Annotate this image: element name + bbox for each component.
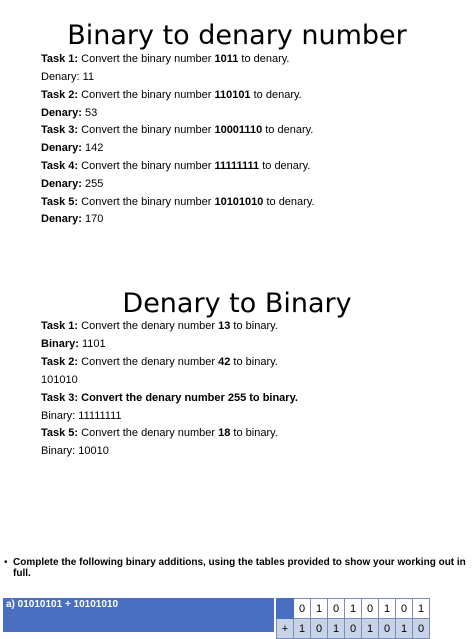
table-cell: 0	[362, 599, 379, 619]
d2b-task-3: Task 3: Convert the denary number 255 to binary.	[41, 392, 298, 404]
table-cell: 1	[379, 599, 396, 619]
d2b-task-1: Task 1: Convert the denary number 13 to binary.	[41, 320, 278, 332]
b2d-answer-3: Denary: 142	[41, 142, 104, 154]
table-cell: 0	[294, 599, 311, 619]
d2b-answer-3: Binary: 11111111	[41, 410, 122, 422]
table-cell: 0	[345, 619, 362, 639]
addition-table	[276, 598, 430, 639]
b2d-task-5: Task 5: Convert the binary number 10101010 to denary.	[41, 196, 315, 208]
table-cell	[277, 599, 294, 619]
table-cell: 1	[345, 599, 362, 619]
table-cell: 1	[362, 619, 379, 639]
table-cell: 0	[328, 599, 345, 619]
d2b-answer-5: Binary: 10010	[41, 445, 109, 457]
table-cell: 0	[413, 619, 430, 639]
b2d-task-3: Task 3: Convert the binary number 10001110 to denary.	[41, 124, 314, 136]
table-cell: 1	[413, 599, 430, 619]
table-cell: 0	[379, 619, 396, 639]
table-row	[277, 619, 430, 639]
b2d-task-2: Task 2: Convert the binary number 110101 to denary.	[41, 89, 302, 101]
table-cell: 1	[328, 619, 345, 639]
instruction-text: Complete the following binary additions, using the tables provided to show your working out in full.	[13, 557, 466, 579]
b2d-answer-4: Denary: 255	[41, 178, 104, 190]
binary-to-denary-heading: Binary to denary number	[67, 20, 407, 51]
d2b-answer-2: 101010	[41, 374, 78, 386]
d2b-answer-1: Binary: 1101	[41, 338, 106, 350]
b2d-answer-2: Denary: 53	[41, 107, 98, 119]
table-cell: 0	[311, 619, 328, 639]
denary-to-binary-heading: Denary to Binary	[122, 288, 352, 319]
addition-task-label: a) 01010101 + 10101010	[6, 599, 119, 610]
d2b-task-2: Task 2: Convert the denary number 42 to binary.	[41, 356, 278, 368]
b2d-task-1: Task 1: Convert the binary number 1011 to denary.	[41, 53, 290, 65]
b2d-task-4: Task 4: Convert the binary number 11111111 to denary.	[41, 160, 311, 172]
d2b-task-5: Task 5: Convert the denary number 18 to binary.	[41, 427, 278, 439]
b2d-answer-5: Denary: 170	[41, 213, 104, 225]
bullet-icon: •	[4, 557, 8, 568]
table-cell: 1	[311, 599, 328, 619]
table-cell: 1	[294, 619, 311, 639]
table-row	[277, 599, 430, 619]
plus-sign: +	[277, 619, 294, 639]
table-cell: 0	[396, 599, 413, 619]
addition-task-header	[3, 598, 274, 632]
b2d-answer-1: Denary: 11	[41, 71, 95, 83]
table-cell: 1	[396, 619, 413, 639]
